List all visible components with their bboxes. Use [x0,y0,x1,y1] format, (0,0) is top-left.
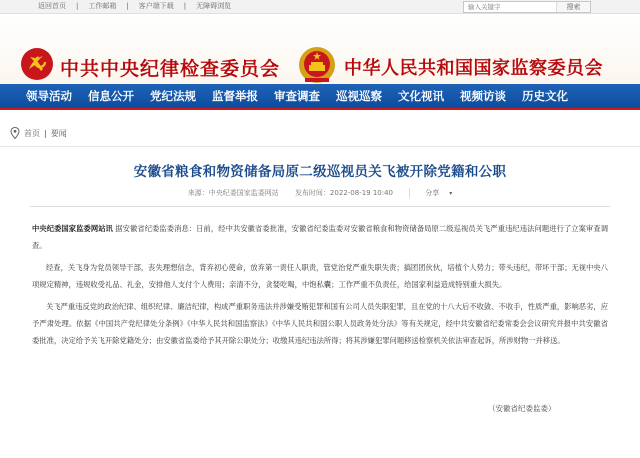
search-input[interactable] [464,2,556,12]
article-source: 来源：中央纪委国家监委网站 [187,189,279,197]
party-emblem-icon[interactable] [20,47,54,81]
cpc-commission-title[interactable]: 中共中央纪律检查委员会 [60,58,281,80]
article-paragraph: 关飞严重违反党的政治纪律、组织纪律、廉洁纪律，构成严重职务违法并涉嫌受贿犯罪和国有公司人员失职犯罪，且在党的十八大后不收敛、不收手，性质严重，影响恶劣，应予严肃处理。依据《中国共产党纪律处分条例》《中华人民共和国监察法》《中华人民共和国公职人员政务处分法》等有关规定，经中共安徽省纪委常委会会议研究并报中共安徽省委批准，决定给予关飞开除党籍处分；由安徽省监委给予其开除公职处分；收缴其违纪违法所得；将其涉嫌犯罪问题移送检察机关依法审查起诉，所涉财物一并移送。 [32,302,608,345]
separator: | [76,2,79,10]
link-work-email[interactable]: 工作邮箱 [88,2,117,10]
separator: | [126,2,129,10]
breadcrumb-divider [0,146,640,147]
national-supervisory-title[interactable]: 中华人民共和国国家监察委员会 [344,58,603,79]
article-publish-time: 发布时间：2022-08-19 10:40 [294,189,394,197]
breadcrumb-section[interactable]: 要闻 [50,128,67,138]
article-attribution: （安徽省纪委监委） [488,404,556,413]
breadcrumb [10,127,67,139]
breadcrumb-home[interactable]: 首页 [24,128,40,138]
utility-links [38,1,231,12]
chevron-down-icon: ▾ [449,189,453,197]
link-client-download[interactable]: 客户端下载 [138,2,174,10]
article-title: 安徽省粮食和物资储备局原二级巡视员关飞被开除党籍和公职 [133,164,507,180]
breadcrumb-separator: | [44,128,47,138]
location-pin-icon [10,127,20,139]
site-header [0,14,640,84]
search-button[interactable]: 搜索 [556,2,590,12]
article-body [32,220,608,354]
nav-item-report[interactable]: 监督举报 [212,89,258,103]
top-utility-bar [0,0,640,14]
nav-item-history[interactable]: 历史文化 [522,89,568,103]
link-accessibility[interactable]: 无障碍浏览 [196,2,232,10]
nav-item-regulations[interactable]: 党纪法规 [150,89,196,103]
nav-item-inspection[interactable]: 巡视巡察 [336,89,382,103]
link-home[interactable]: 返回首页 [38,2,66,10]
nav-item-leadership[interactable]: 领导活动 [26,89,72,103]
nav-item-culture-video[interactable]: 文化视讯 [398,89,444,103]
share-label: 分享 [425,189,440,197]
search-box [463,1,591,13]
separator: | [183,2,187,10]
share-button[interactable] [409,188,452,198]
article-paragraph-lead [32,220,608,254]
lead-source: 中央纪委国家监委网站讯 [32,224,113,233]
lead-text: 据安徽省纪委监委消息：日前，经中共安徽省委批准，安徽省纪委监委对安徽省粮食和物资储备局原二级巡视员关飞严重违纪违法问题进行了立案审查调查。 [32,224,608,250]
nav-item-interview[interactable]: 视频访谈 [460,89,506,103]
article-paragraph: 经查，关飞身为党员领导干部，丧失理想信念，背弃初心使命，放弃第一责任人职责，管党治党严重失职失责；搞团团伙伙，培植个人势力；带头违纪，带坏干部；无视中央八项规定精神，违规收受礼品、礼金，安排他人支付个人费用；亲清不分，贪婪吃喝，中饱私囊；工作严重不负责任，给国家利益造成特别重大损失。 [32,263,608,289]
main-navigation [0,84,640,110]
national-emblem-icon[interactable] [296,45,338,85]
article-meta [0,188,640,198]
nav-item-investigation[interactable]: 审查调查 [274,89,320,103]
article-divider [30,206,610,207]
nav-item-disclosure[interactable]: 信息公开 [88,89,134,103]
